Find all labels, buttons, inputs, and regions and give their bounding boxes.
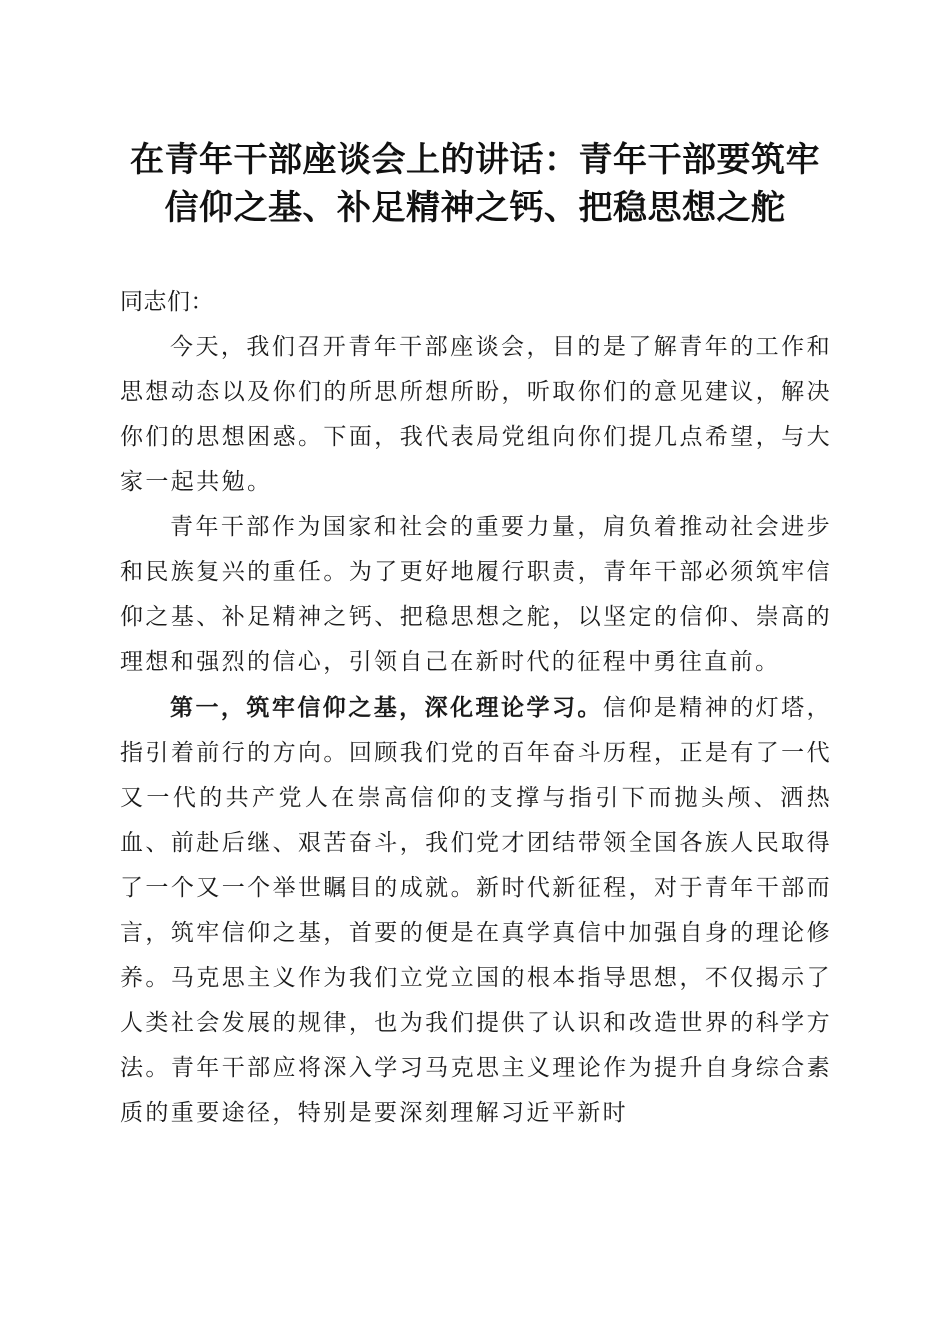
paragraph-point-one — [120, 685, 832, 1136]
title-line-2: 信仰之基、补足精神之钙、把稳思想之舵 — [164, 188, 786, 228]
paragraph-text: 今天，我们召开青年干部座谈会，目的是了解青年的工作和思想动态以及你们的所思所想所盼，听取你们的意见建议，解决你们的思想困惑。下面，我代表局党组向你们提几点希望，与大家一起共勉。 — [120, 334, 832, 495]
document-body — [120, 280, 832, 1136]
salutation: 同志们： — [120, 289, 214, 315]
paragraph-lead-heading: 第一，筑牢信仰之基，深化理论学习。 — [170, 694, 603, 721]
paragraph-opening — [120, 325, 832, 505]
paragraph-text: 信仰是精神的灯塔，指引着前行的方向。回顾我们党的百年奋斗历程，正是有了一代又一代的共产党人在崇高信仰的支撑与指引下而抛头颅、洒热血、前赴后继、艰苦奋斗，我们党才团结带领全国各族人民取得了一个又一个举世瞩目的成就。新时代新征程，对于青年干部而言，筑牢信仰之基，首要的便是在真学真信中加强自身的理论修养。马克思主义作为我们立党立国的根本指导思想，不仅揭示了人类社会发展的规律，也为我们提供了认识和改造世界的科学方法。青年干部应将深入学习马克思主义理论作为提升自身综合素质的重要途径，特别是要深刻理解习近平新时 — [120, 695, 832, 1126]
paragraph-text: 青年干部作为国家和社会的重要力量，肩负着推动社会进步和民族复兴的重任。为了更好地履行职责，青年干部必须筑牢信仰之基、补足精神之钙、把稳思想之舵，以坚定的信仰、崇高的理想和强烈的信心，引领自己在新时代的征程中勇往直前。 — [120, 514, 832, 675]
paragraph-overview — [120, 505, 832, 685]
document-title — [100, 136, 850, 232]
title-line-1: 在青年干部座谈会上的讲话：青年干部要筑牢 — [130, 140, 820, 180]
